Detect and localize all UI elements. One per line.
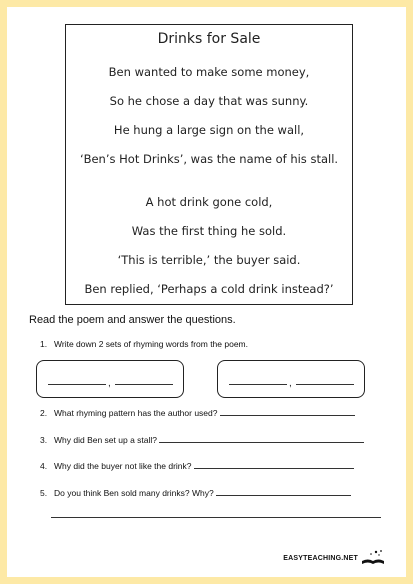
question-number: 5. <box>40 488 48 498</box>
question-3 <box>40 434 364 445</box>
question-2 <box>40 407 355 418</box>
question-1 <box>40 339 248 349</box>
poem-line-5: A hot drink gone cold, <box>145 195 273 209</box>
question-text: Write down 2 sets of rhyming words from the poem. <box>54 339 249 349</box>
question-number: 3. <box>40 435 48 445</box>
poem-line-2: So he chose a day that was sunny. <box>109 94 309 108</box>
separator: , <box>289 378 292 389</box>
answer-blank[interactable] <box>48 384 106 385</box>
logo-text: EASYTEACHING.NET <box>283 554 358 562</box>
poem-line-6: Was the first thing he sold. <box>131 224 287 238</box>
question-text: Why did Ben set up a stall? <box>54 435 158 445</box>
question-text: What rhyming pattern has the author used? <box>54 408 218 418</box>
poem-line-1: Ben wanted to make some money, <box>108 65 310 79</box>
question-number: 2. <box>40 408 48 418</box>
answer-box-2[interactable] <box>217 360 365 398</box>
open-book-icon <box>360 549 386 567</box>
question-number: 1. <box>40 339 48 349</box>
worksheet-page <box>7 7 406 577</box>
answer-blank[interactable] <box>115 384 173 385</box>
answer-blank[interactable] <box>296 384 354 385</box>
separator: , <box>108 378 111 389</box>
poem-line-7: ‘This is terrible,’ the buyer said. <box>117 253 301 267</box>
question-text: Why did the buyer not like the drink? <box>54 461 192 471</box>
answer-box-1[interactable] <box>36 360 184 398</box>
poem-line-8: Ben replied, ‘Perhaps a cold drink instead?’ <box>84 282 334 296</box>
instruction-text: Read the poem and answer the questions. <box>29 314 236 326</box>
answer-line[interactable] <box>216 487 351 496</box>
answer-line[interactable] <box>194 460 354 469</box>
question-number: 4. <box>40 461 48 471</box>
poem-box <box>65 24 353 305</box>
poem-line-3: He hung a large sign on the wall, <box>113 123 305 137</box>
poem-title: Drinks for Sale <box>157 31 261 47</box>
question-5 <box>40 487 351 498</box>
answer-line[interactable] <box>159 434 364 443</box>
answer-line[interactable] <box>51 517 381 518</box>
answer-line[interactable] <box>220 407 355 416</box>
poem-line-4: ‘Ben’s Hot Drinks’, was the name of his stall. <box>79 152 339 166</box>
answer-blank[interactable] <box>229 384 287 385</box>
brand-logo <box>283 549 386 567</box>
question-4 <box>40 460 354 471</box>
question-text: Do you think Ben sold many drinks? Why? <box>54 488 214 498</box>
